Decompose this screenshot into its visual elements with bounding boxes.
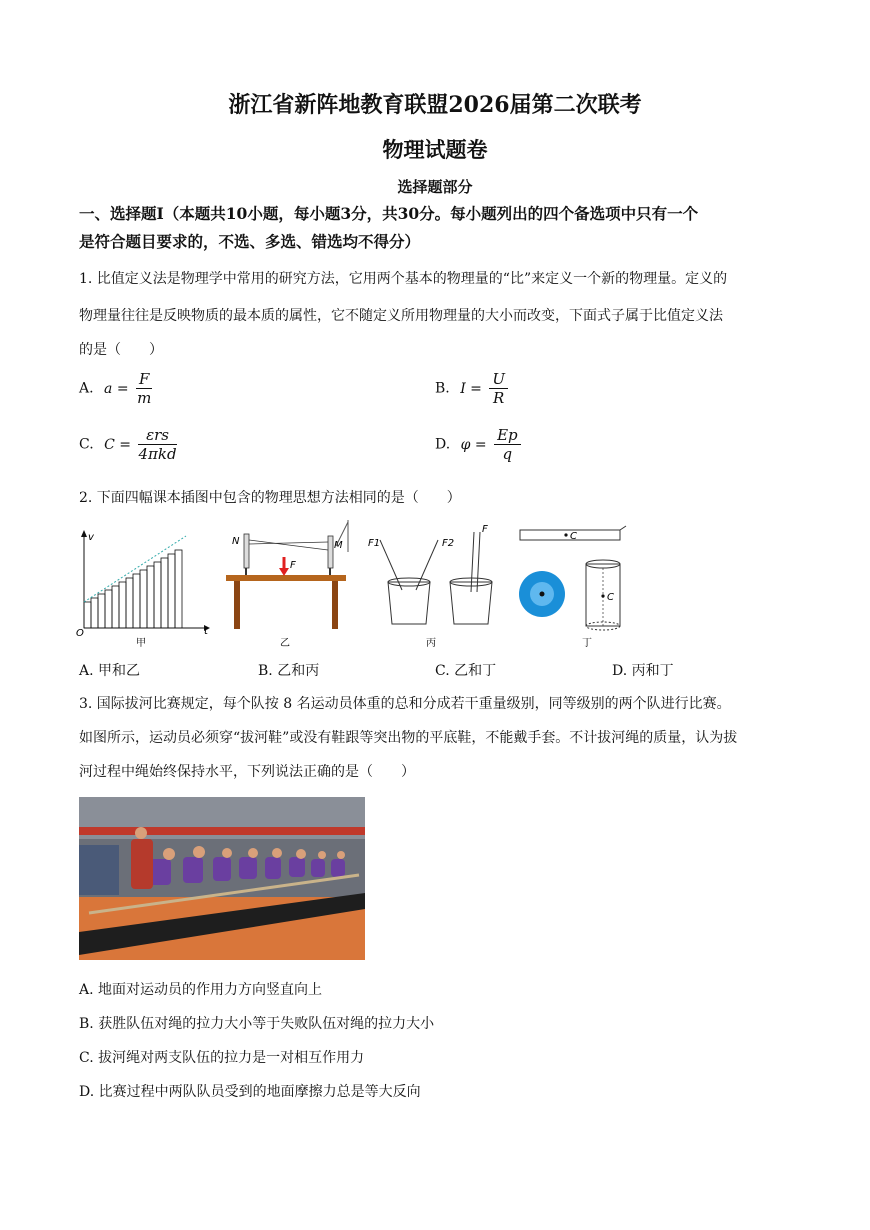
axis-v-label: v — [88, 532, 94, 543]
q3-option-c: C. 拔河绳对两支队伍的拉力是一对相互作用力 — [79, 1050, 365, 1066]
q3-option-a: A. 地面对运动员的作用力方向竖直向上 — [79, 982, 323, 998]
formula-fraction: $\frac{F}{m}$ — [137, 370, 152, 407]
q1-stem-line1: 1. 比值定义法是物理学中常用的研究方法，它用两个基本的物理量的“比”来定义一个新的物理量。定义的 — [79, 271, 728, 287]
figure-jia-vt-graph — [81, 530, 210, 631]
formula-lhs: a = — [104, 380, 129, 397]
axis-t-label: t — [204, 626, 208, 637]
q3-option-b: B. 获胜队伍对绳的拉力大小等于失败队伍对绳的拉力大小 — [79, 1016, 435, 1032]
formula-fraction: $\frac{\text{εrs}}{\text{4πkd}}$ — [138, 426, 177, 463]
q2-option-b: B. 乙和丙 — [258, 663, 320, 679]
q2-option-a: A. 甲和乙 — [79, 663, 141, 679]
option-label: B. — [435, 380, 450, 397]
caption-ding: 丁 — [582, 638, 592, 649]
q2-stem: 2. 下面四幅课本插图中包含的物理思想方法相同的是（ ） — [79, 490, 461, 506]
q3-stem-line1: 3. 国际拔河比赛规定，每个队按 8 名运动员体重的总和分成若干重量级别，同等级别的两个队进行比赛。 — [79, 696, 731, 712]
q1-option-c — [79, 426, 177, 463]
q2-option-c: C. 乙和丁 — [435, 663, 497, 679]
q3-option-d: D. 比赛过程中两队队员受到的地面摩擦力总是等大反向 — [79, 1084, 421, 1100]
figure-bing-buckets — [380, 532, 492, 624]
q3-stem-line3: 河过程中绳始终保持水平，下列说法正确的是（ ） — [79, 764, 415, 780]
formula-lhs: C = — [104, 436, 132, 453]
q2-figures — [76, 512, 686, 652]
formula-lhs: φ = — [460, 436, 487, 453]
figure-yi-table-mirrors — [226, 520, 348, 629]
q1-option-d — [435, 426, 521, 463]
caption-jia: 甲 — [136, 638, 146, 649]
formula-fraction: $\frac{Ep}{q}$ — [494, 426, 521, 463]
force-f-label: F — [290, 560, 296, 571]
q1-stem-line3: 的是（ ） — [79, 342, 163, 358]
caption-yi: 乙 — [280, 638, 290, 649]
page-subtitle: 物理试题卷 — [382, 137, 488, 162]
force-f2-label: F2 — [442, 538, 455, 549]
q2-option-d: D. 丙和丁 — [612, 663, 674, 679]
option-label: A. — [79, 380, 94, 397]
part-heading-line2: 是符合题目要求的，不选、多选、错选均不得分） — [79, 232, 421, 251]
formula-fraction: $\frac{U}{R}$ — [489, 370, 508, 407]
q1-option-b — [435, 370, 508, 407]
option-label: D. — [435, 436, 451, 453]
center-c-label-bar: C — [570, 531, 577, 542]
mirror-n-label: N — [232, 536, 240, 547]
q3-stem-line2: 如图所示，运动员必须穿“拔河鞋”或没有鞋跟等突出物的平底鞋，不能戴手套。不计拔河绳的质量，认为拔 — [79, 730, 738, 746]
option-label: C. — [79, 436, 94, 453]
formula-lhs: I = — [460, 380, 482, 397]
q1-stem-line2: 物理量往往是反映物质的最本质的属性，它不随定义所用物理量的大小而改变，下面式子属于比值定义法 — [79, 308, 723, 324]
page-title: 浙江省新阵地教育联盟2026届第二次联考 — [228, 92, 642, 118]
force-f-label-bing: F — [482, 524, 488, 535]
section-title: 选择题部分 — [397, 178, 473, 196]
q1-option-a — [79, 370, 152, 407]
mirror-m-label: M — [334, 540, 343, 551]
tug-of-war-photo — [79, 797, 365, 960]
force-f1-label: F1 — [368, 538, 381, 549]
part-heading-line1: 一、选择题I（本题共10小题，每小题3分，共30分。每小题列出的四个备选项中只有一个 — [79, 204, 699, 223]
origin-label: O — [76, 628, 84, 639]
center-c-label-cyl: C — [607, 592, 614, 603]
caption-bing: 丙 — [426, 638, 436, 649]
